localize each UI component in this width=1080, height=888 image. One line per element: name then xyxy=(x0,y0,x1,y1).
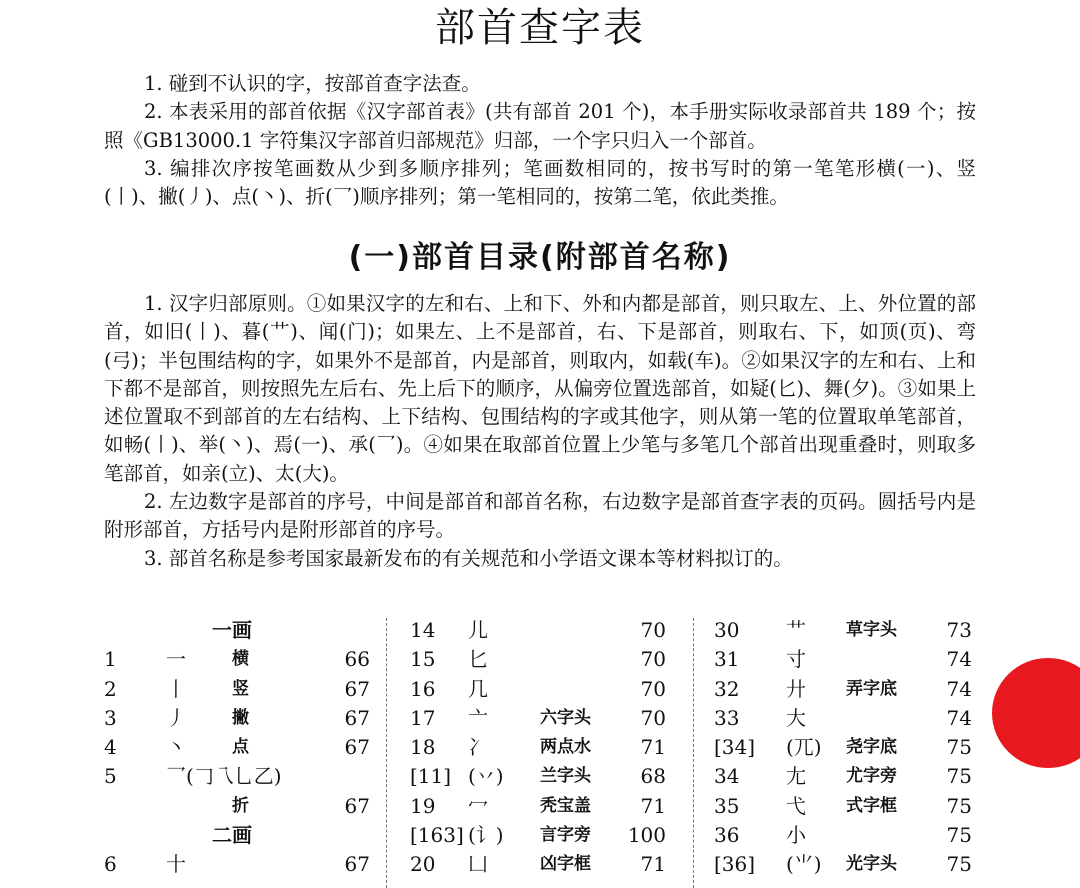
radical-number: 34 xyxy=(714,764,740,789)
radical-name: 横 xyxy=(232,649,249,670)
radical-row xyxy=(104,675,374,704)
page-number: 70 xyxy=(640,676,666,701)
radical-glyph: (兀) xyxy=(786,735,822,760)
radical-number: 30 xyxy=(714,618,740,642)
stroke-count-heading xyxy=(104,616,374,645)
page-number: 67 xyxy=(344,705,370,730)
radical-row xyxy=(410,675,672,704)
radical-glyph: 十 xyxy=(166,852,186,877)
radical-row xyxy=(714,616,976,645)
page-number: 66 xyxy=(344,647,370,672)
column-divider xyxy=(386,618,387,888)
radical-name: 折 xyxy=(232,795,249,816)
radical-name: 尤字旁 xyxy=(846,766,897,787)
page-number: 100 xyxy=(627,823,666,848)
stroke-heading-label: 一画 xyxy=(212,618,252,642)
section-title: (一)部首目录(附部首名称) xyxy=(348,240,732,275)
radical-name: 兰字头 xyxy=(540,766,591,787)
radical-row xyxy=(410,704,672,733)
radical-number: 18 xyxy=(410,735,436,760)
radical-number: 19 xyxy=(410,793,436,818)
page-number: 68 xyxy=(640,764,666,789)
radical-glyph: 匕 xyxy=(468,647,488,672)
page-number: 74 xyxy=(946,705,972,730)
page-number: 75 xyxy=(946,793,972,818)
radical-row xyxy=(714,792,976,821)
radical-number: 4 xyxy=(104,735,117,760)
rule-2: 2. 左边数字是部首的序号，中间是部首和部首名称，右边数字是部首查字表的页码。圆括号内是附形部首，方括号内是附形部首的序号。 xyxy=(104,490,976,542)
page-number: 70 xyxy=(640,705,666,730)
radical-row xyxy=(714,645,976,674)
radical-name: 式字框 xyxy=(846,795,897,816)
radical-row xyxy=(410,792,672,821)
radical-number: 33 xyxy=(714,705,740,730)
radical-number: 31 xyxy=(714,647,740,672)
radical-glyph: 凵 xyxy=(468,852,488,877)
radical-glyph: 丶 xyxy=(166,735,186,760)
radical-number: [36] xyxy=(714,852,756,877)
page-number: 75 xyxy=(946,823,972,848)
radical-row xyxy=(104,850,374,879)
radical-number: 1 xyxy=(104,647,117,672)
red-circle-decoration xyxy=(992,658,1080,768)
radical-glyph: 几 xyxy=(468,676,488,701)
radical-number: 15 xyxy=(410,647,436,672)
radical-number: 35 xyxy=(714,793,740,818)
radical-glyph: 艹 xyxy=(786,618,806,642)
intro-note-3: 3. 编排次序按笔画数从少到多顺序排列；笔画数相同的，按书写时的第一笔笔形横(一)、竖(丨)、撇(丿)、点(丶)、折(乛)顺序排列；第一笔相同的，按第二笔，依此类推。 xyxy=(104,156,976,209)
intro-note-1: 1. 碰到不认识的字，按部首查字法查。 xyxy=(144,72,481,95)
radical-number: 3 xyxy=(104,705,117,730)
radical-glyph: 亠 xyxy=(468,705,488,730)
column-divider xyxy=(693,618,694,888)
radical-glyph: (讠) xyxy=(468,823,504,848)
page-number: 74 xyxy=(946,676,972,701)
page-number: 74 xyxy=(946,647,972,672)
page-number: 75 xyxy=(946,735,972,760)
page-number: 75 xyxy=(946,852,972,877)
page-number: 71 xyxy=(640,852,666,877)
radical-number: [34] xyxy=(714,735,756,760)
radical-number: [163] xyxy=(410,823,464,848)
radical-column-2 xyxy=(410,616,672,880)
radical-glyph: 大 xyxy=(786,705,806,730)
stroke-count-heading xyxy=(104,821,374,850)
radical-glyph: 小 xyxy=(786,823,806,848)
radical-row xyxy=(714,762,976,791)
radical-row xyxy=(410,821,672,850)
radical-row xyxy=(714,733,976,762)
radical-glyph: 弋 xyxy=(786,793,806,818)
page-title: 部首查字表 xyxy=(435,5,645,51)
radical-row xyxy=(714,675,976,704)
radical-name: 尧字底 xyxy=(846,737,897,758)
page-number: 67 xyxy=(344,793,370,818)
radical-column-1 xyxy=(104,616,374,880)
page-number: 67 xyxy=(344,852,370,877)
radical-row xyxy=(410,762,672,791)
radical-column-3 xyxy=(714,616,976,880)
radical-name: 六字头 xyxy=(540,707,591,728)
radical-glyph: (丷) xyxy=(468,764,504,789)
radical-number: 5 xyxy=(104,764,117,789)
page-number: 70 xyxy=(640,647,666,672)
radical-glyph: 一 xyxy=(166,647,186,672)
radical-number: 16 xyxy=(410,676,436,701)
page-number: 71 xyxy=(640,735,666,760)
radical-row xyxy=(714,850,976,879)
radical-name: 竖 xyxy=(232,678,249,699)
radical-row xyxy=(410,645,672,674)
radical-row xyxy=(410,733,672,762)
radical-glyph: 寸 xyxy=(786,647,806,672)
radical-name: 凶字框 xyxy=(540,854,591,875)
radical-number: 36 xyxy=(714,823,740,848)
radical-row xyxy=(714,704,976,733)
radical-name: 光字头 xyxy=(846,854,897,875)
radical-name: 言字旁 xyxy=(540,825,591,846)
rule-1: 1. 汉字归部原则。①如果汉字的左和右、上和下、外和内都是部首，则只取左、上、外位置的部首，如旧(丨)、暮(艹)、闻(门)；如果左、上不是部首，右、下是部首，则取右、下，如顶(页)、弯(弓)；半包围结构的字，如果外不是部首，内是部首，则取内，如载(车)。②如果汉字的左和右、上和下都不是部首，则按照先左后右、先上后下的顺序，从偏旁位置选部首，如疑(匕)、舞(夕)。③如果上述位置取不到部首的左右结构、上下结构、包围结构的字或其他字，则从第一笔的位置取单笔部首，如畅(丨)、举(丶)、焉(一)、承(乛)。④如果在取部首位置上少笔与多笔几个部首出现重叠时，则取多笔部首，如亲(立)、太(大)。 xyxy=(104,292,976,485)
radical-glyph: 乛(𠃌乁乚乙) xyxy=(166,764,282,789)
radical-name: 草字头 xyxy=(846,620,897,640)
rules-notes xyxy=(104,290,976,573)
radical-name: 秃宝盖 xyxy=(540,795,591,816)
radical-glyph: (⺌) xyxy=(786,852,822,877)
radical-name: 两点水 xyxy=(540,737,591,758)
page-number: 67 xyxy=(344,735,370,760)
radical-number: 20 xyxy=(410,852,436,877)
radical-number: 32 xyxy=(714,676,740,701)
radical-row xyxy=(410,616,672,645)
rule-3: 3. 部首名称是参考国家最新发布的有关规范和小学语文课本等材料拟订的。 xyxy=(144,546,793,570)
page-number: 67 xyxy=(344,676,370,701)
radical-name: 弄字底 xyxy=(846,678,897,699)
radical-row xyxy=(104,733,374,762)
intro-note-2: 2. 本表采用的部首依据《汉字部首表》(共有部首 201 个)，本手册实际收录部首共 189 个；按照《GB13000.1 字符集汉字部首归部规范》归部，一个字只归入一个部首。 xyxy=(104,100,976,152)
radical-glyph: 冫 xyxy=(468,735,488,760)
radical-name: 点 xyxy=(232,737,249,758)
radical-name: 撇 xyxy=(232,707,249,728)
stroke-heading-label: 二画 xyxy=(212,823,252,848)
radical-row xyxy=(104,762,374,791)
radical-row xyxy=(104,792,374,821)
radical-glyph: 冖 xyxy=(468,793,488,818)
page-number: 75 xyxy=(946,764,972,789)
radical-glyph: 尢 xyxy=(786,764,806,789)
radical-number: [11] xyxy=(410,764,452,789)
radical-number: 17 xyxy=(410,705,436,730)
radical-number: 14 xyxy=(410,618,436,642)
radical-glyph: 丨 xyxy=(166,676,186,701)
radical-number: 2 xyxy=(104,676,117,701)
radical-row xyxy=(714,821,976,850)
radical-number: 6 xyxy=(104,852,117,877)
page-number: 70 xyxy=(640,618,666,642)
page-number: 73 xyxy=(946,618,972,642)
radical-glyph: 丿 xyxy=(166,705,186,730)
radical-row xyxy=(410,850,672,879)
intro-notes xyxy=(104,70,976,211)
page-number: 71 xyxy=(640,793,666,818)
radical-row xyxy=(104,645,374,674)
radical-glyph: 廾 xyxy=(786,676,806,701)
radical-row xyxy=(104,704,374,733)
radical-glyph: 儿 xyxy=(468,618,488,642)
